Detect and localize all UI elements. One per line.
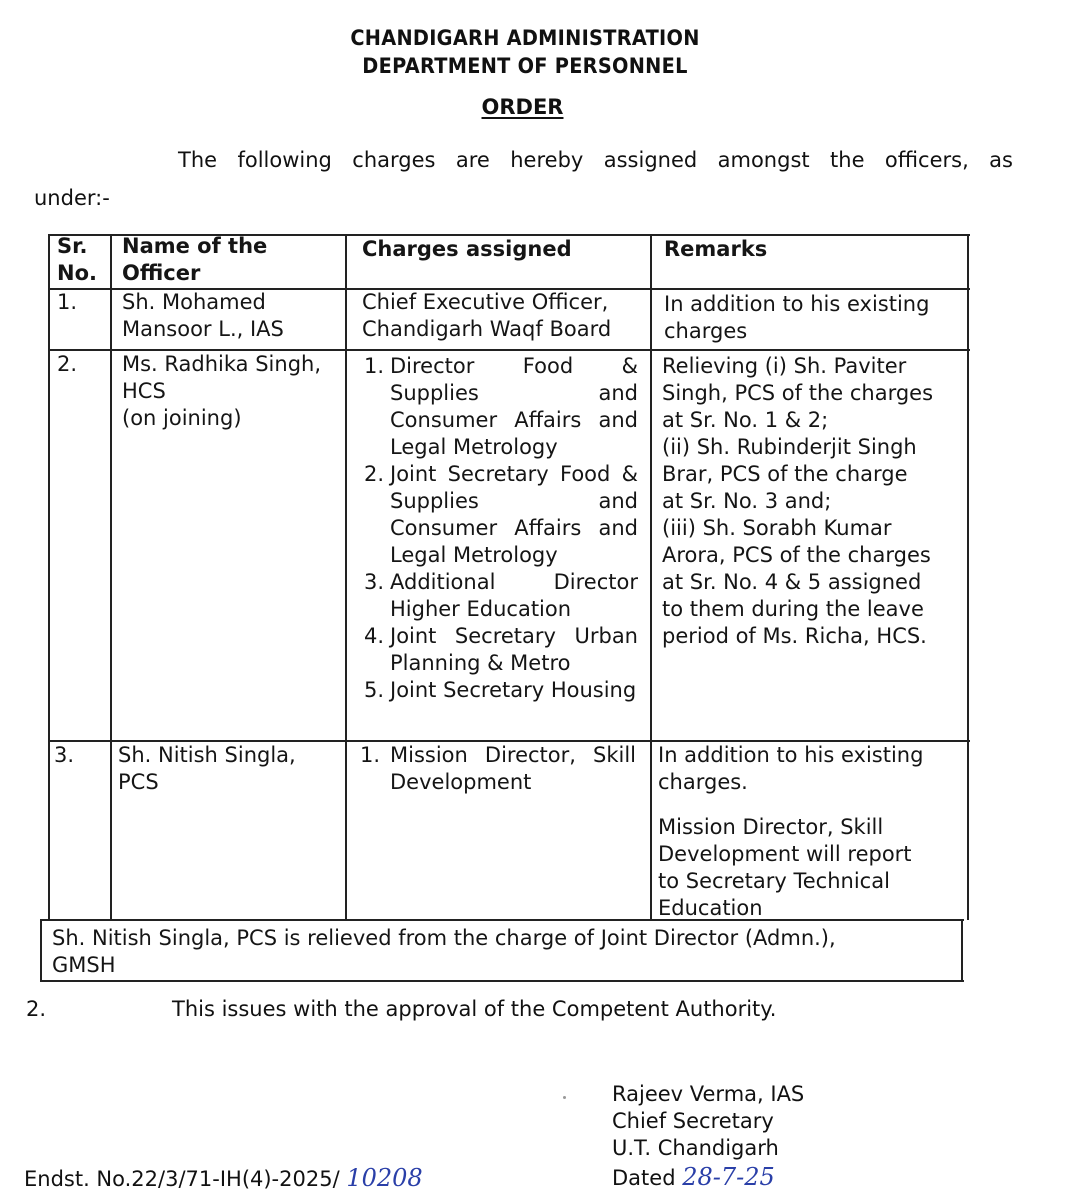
- row1-charges: Chief Executive Officer, Chandigarh Waqf Board: [362, 290, 612, 341]
- row1-remarks: In addition to his existing charges: [664, 292, 930, 343]
- table-border-left: [40, 919, 42, 982]
- dated-line: Dated 28-7-25: [612, 1163, 775, 1191]
- row2-sr: 2.: [57, 352, 78, 376]
- row2-officer: Ms. Radhika Singh, HCS (on joining): [122, 352, 322, 430]
- charge-item: 1. Director Food & Supplies and Consumer Affairs and Legal Metrology: [364, 354, 638, 459]
- table-border-right: [967, 234, 969, 920]
- column-divider: [345, 234, 347, 920]
- row3-officer: Sh. Nitish Singla, PCS: [118, 743, 296, 794]
- header-charges: Charges assigned: [362, 237, 572, 261]
- department-name: DEPARTMENT OF PERSONNEL: [362, 54, 688, 78]
- charge-item: 4. Joint Secretary Urban Planning & Metro: [364, 624, 638, 675]
- column-divider: [110, 234, 112, 920]
- row1-officer: Sh. Mohamed Mansoor L., IAS: [122, 290, 284, 341]
- intro-text: The following charges are hereby assigned amongst the officers, as: [178, 148, 1013, 172]
- handwritten-dispatch-number: 10208: [346, 1164, 423, 1192]
- header-remarks: Remarks: [664, 237, 768, 261]
- header-sr-no: Sr. No.: [57, 234, 97, 285]
- signatory-name: Rajeev Verma, IAS: [612, 1082, 805, 1106]
- row3-sr: 3.: [54, 743, 75, 767]
- charge-item: 2. Joint Secretary Food & Supplies and Consumer Affairs and Legal Metrology: [364, 462, 638, 567]
- row2-remarks: Relieving (i) Sh. Paviter Singh, PCS of the charges at Sr. No. 1 & 2; (ii) Sh. Rubinderjit Singh Brar, PCS of the charge at Sr. No. 3 and; (iii) Sh. Sorabh Kumar Arora, PCS of the charges at Sr. No. 4 & 5 assigned to them during the leave period of Ms. Richa, HCS.: [662, 354, 934, 648]
- row2-charges-list: [364, 353, 638, 704]
- org-name: CHANDIGARH ADMINISTRATION: [350, 26, 700, 50]
- signatory-designation: Chief Secretary: [612, 1109, 774, 1133]
- table-border-bottom: [40, 980, 964, 982]
- row1-sr: 1.: [57, 290, 78, 314]
- column-divider: [650, 234, 652, 920]
- intro-text-continued: under:-: [34, 186, 110, 210]
- approval-statement: This issues with the approval of the Competent Authority.: [172, 997, 777, 1021]
- endorsement-number: Endst. No.22/3/71-IH(4)-2025/ 10208: [24, 1164, 423, 1192]
- charge-item: 1. Mission Director, Skill Development: [360, 743, 636, 794]
- handwritten-date: 28-7-25: [682, 1163, 775, 1191]
- paragraph-number: 2.: [26, 997, 47, 1021]
- table-border-right: [961, 919, 963, 982]
- row3-charges-list: [360, 742, 636, 796]
- row3-remarks-note: Mission Director, Skill Development will report to Secretary Technical Education: [658, 815, 912, 920]
- header-officer-name: Name of the Officer: [122, 234, 268, 285]
- table-footer-note: Sh. Nitish Singla, PCS is relieved from the charge of Joint Director (Admn.), GMSH: [52, 926, 836, 977]
- charge-item: 3. Additional Director Higher Education: [364, 570, 638, 621]
- charge-item: 5. Joint Secretary Housing: [364, 678, 637, 702]
- document-title: ORDER: [481, 95, 564, 119]
- row3-remarks: In addition to his existing charges.: [658, 743, 924, 794]
- table-border-left: [48, 234, 50, 920]
- scan-speck: [563, 1096, 566, 1099]
- signatory-place: U.T. Chandigarh: [612, 1136, 779, 1160]
